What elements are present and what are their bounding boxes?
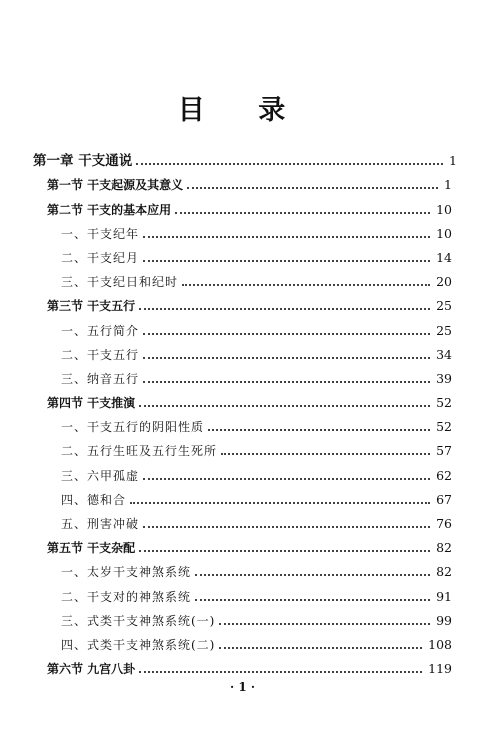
toc-entry-label: 一、五行简介 [61, 323, 140, 338]
toc-entry-page-number: 14 [436, 249, 452, 265]
toc-entry-sub[interactable] [0, 217, 485, 241]
toc-entry-page-number: 82 [436, 540, 452, 556]
toc-entry-page-number: 52 [436, 395, 452, 411]
dot-leader [130, 501, 430, 504]
toc-entry-sub[interactable] [0, 313, 485, 337]
toc-entry-sub[interactable] [0, 507, 485, 531]
toc-entry-label: 一、太岁干支神煞系统 [61, 565, 192, 580]
page-title: 目 录 [177, 95, 308, 126]
dot-leader [139, 404, 430, 407]
toc-entry-sub[interactable] [0, 241, 485, 265]
dot-leader [139, 549, 430, 552]
toc-entry-sub[interactable] [0, 362, 485, 386]
dot-leader [143, 477, 430, 480]
dot-leader [195, 598, 430, 601]
toc-entry-page-number: 52 [436, 419, 452, 435]
toc-entry-page-number: 10 [436, 225, 452, 241]
dot-leader [139, 670, 422, 673]
toc-entry-label: 二、干支五行 [61, 347, 140, 362]
toc-entry-label: 二、五行生旺及五行生死所 [61, 444, 218, 459]
toc-entry-label: 四、式类干支神煞系统(二) [61, 637, 216, 652]
dot-leader [143, 332, 430, 335]
dot-leader [143, 525, 430, 528]
toc-entry-page-number: 76 [436, 516, 452, 531]
toc-entry-page-number: 57 [436, 443, 452, 459]
toc-entry-label: 第一节 干支起源及其意义 [47, 178, 184, 193]
toc-entry-page-number: 20 [436, 274, 452, 290]
toc-entry-page-number: 99 [436, 612, 452, 628]
dot-leader [143, 380, 430, 383]
toc-entry-page-number: 91 [436, 588, 452, 604]
dot-leader [195, 573, 430, 576]
dot-leader [143, 259, 430, 262]
toc-entry-page-number: 10 [436, 201, 452, 217]
page-number-footer: · 1 · [229, 680, 256, 694]
toc-entry-sub[interactable] [0, 579, 485, 603]
toc-entry-section[interactable] [0, 289, 485, 313]
dot-leader [219, 622, 430, 625]
toc-entry-page-number: 62 [436, 467, 452, 483]
toc-entry-page-number: 34 [436, 346, 452, 362]
toc-entry-label: 第三节 干支五行 [47, 299, 136, 314]
toc-entry-label: 二、干支对的神煞系统 [61, 589, 192, 604]
toc-entry-label: 一、干支纪年 [61, 226, 140, 241]
dot-leader [175, 211, 430, 214]
toc-entry-section[interactable] [0, 168, 485, 192]
toc-entry-label: 三、六甲孤虚 [61, 468, 140, 483]
toc-entry-label: 四、德和合 [61, 492, 127, 507]
toc-entry-section[interactable] [0, 386, 485, 410]
toc-entry-page-number: 67 [436, 491, 452, 507]
toc-entry-label: 第一章 干支通说 [33, 153, 133, 170]
dot-leader [182, 283, 430, 286]
toc-entry-label: 五、刑害冲破 [61, 517, 140, 531]
toc-entry-page-number: 25 [436, 322, 452, 338]
toc-entry-sub[interactable] [0, 483, 485, 507]
toc-entry-chapter[interactable] [0, 144, 485, 168]
dot-leader [221, 452, 430, 455]
dot-leader [219, 646, 422, 649]
toc-entry-page-number: 1 [449, 153, 457, 169]
toc-entry-label: 三、式类干支神煞系统(一) [61, 613, 216, 628]
toc-entry-label: 第六节 九宫八卦 [47, 662, 136, 677]
toc-entry-page-number: 82 [436, 564, 452, 580]
toc-entry-label: 三、纳音五行 [61, 371, 140, 386]
dot-leader [208, 428, 430, 431]
toc-entry-page-number: 119 [428, 661, 452, 677]
toc-entry-label: 三、干支纪日和纪时 [61, 275, 179, 290]
toc-entry-label: 第二节 干支的基本应用 [47, 202, 172, 217]
dot-leader [139, 307, 430, 310]
table-of-contents [0, 144, 485, 676]
toc-entry-page-number: 39 [436, 370, 452, 386]
toc-entry-sub[interactable] [0, 628, 485, 652]
toc-entry-sub[interactable] [0, 604, 485, 628]
toc-entry-section[interactable] [0, 531, 485, 555]
toc-entry-sub[interactable] [0, 434, 485, 458]
toc-entry-label: 第四节 干支推演 [47, 396, 136, 411]
toc-entry-label: 二、干支纪月 [61, 250, 140, 265]
toc-entry-sub[interactable] [0, 338, 485, 362]
dot-leader [143, 235, 430, 238]
toc-entry-page-number: 108 [428, 636, 452, 652]
dot-leader [136, 162, 443, 165]
toc-entry-section[interactable] [0, 652, 485, 676]
toc-entry-sub[interactable] [0, 458, 485, 482]
toc-entry-page-number: 25 [436, 298, 452, 314]
dot-leader [143, 356, 430, 359]
toc-entry-sub[interactable] [0, 555, 485, 579]
toc-entry-label: 一、干支五行的阴阳性质 [61, 420, 205, 435]
toc-entry-label: 第五节 干支杂配 [47, 541, 136, 556]
toc-entry-page-number: 1 [444, 177, 452, 193]
toc-entry-section[interactable] [0, 192, 485, 216]
dot-leader [187, 186, 438, 189]
toc-entry-sub[interactable] [0, 265, 485, 289]
toc-entry-sub[interactable] [0, 410, 485, 434]
